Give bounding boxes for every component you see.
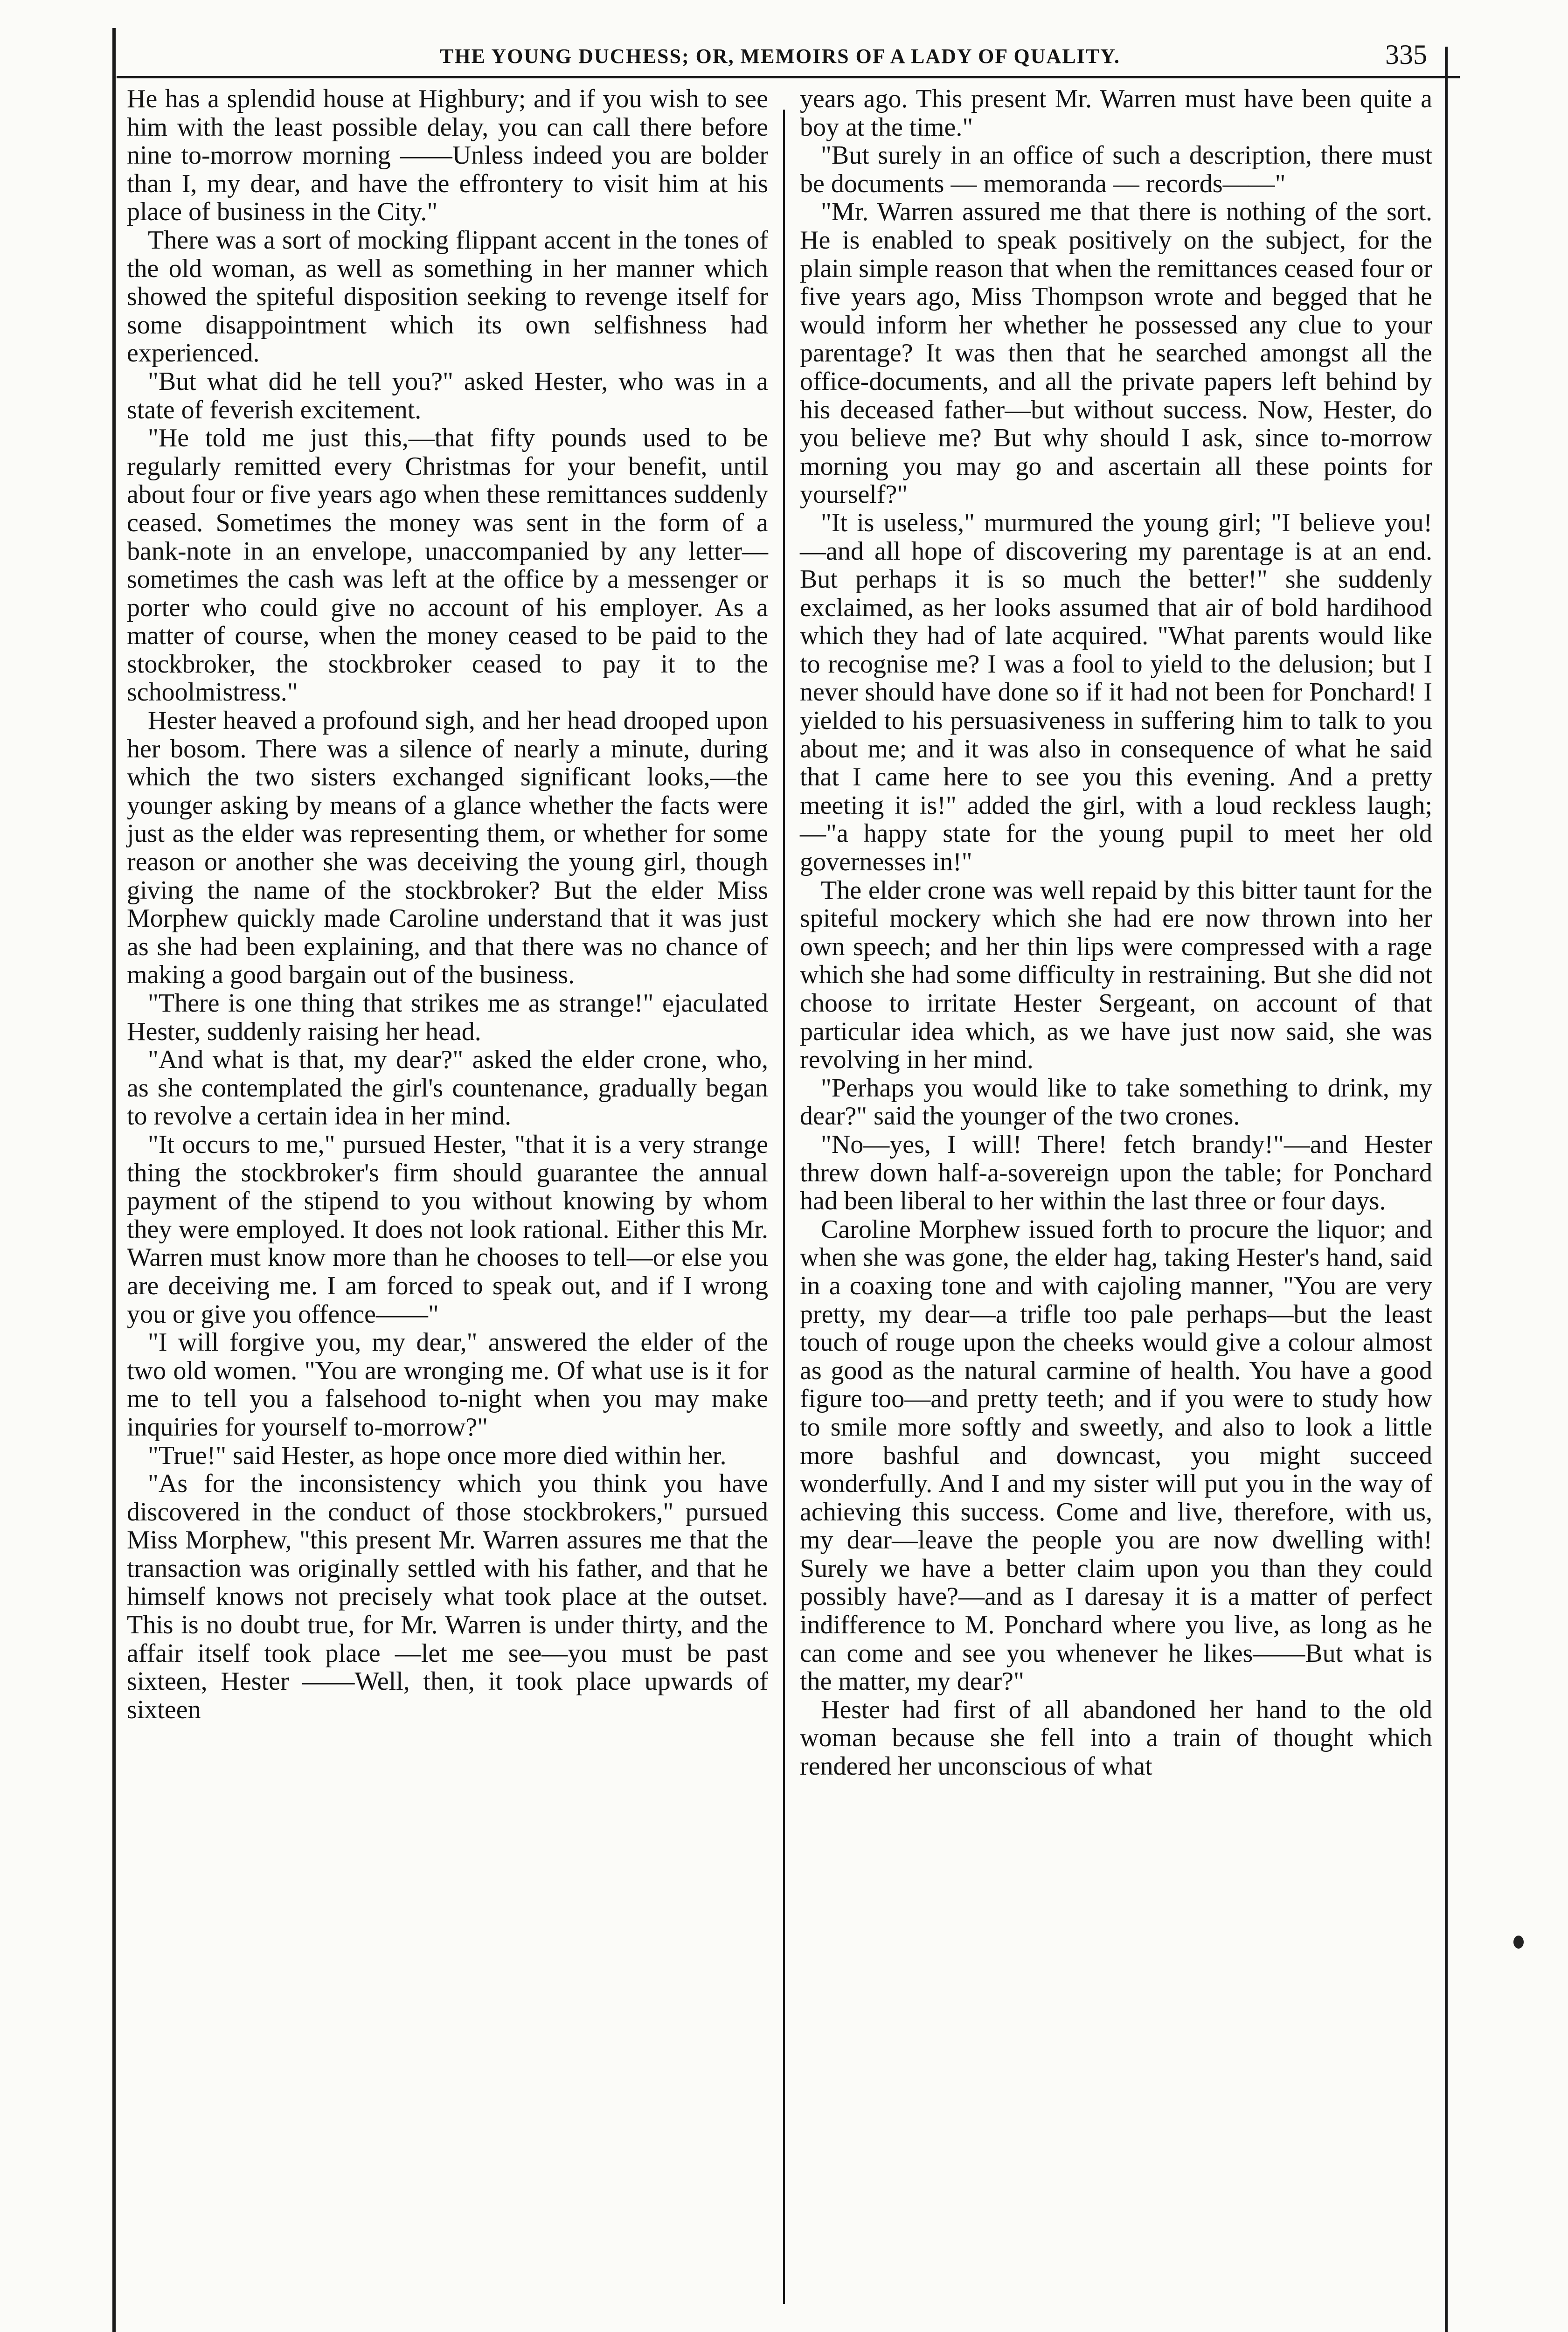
column-divider [783, 110, 785, 2304]
header-rule [117, 76, 1460, 78]
page-frame-left-rule [112, 28, 116, 2332]
paragraph: "True!" said Hester, as hope once more died within her. [148, 1441, 727, 1470]
paragraph: There was a sort of mocking flippant accent in the tones of the old woman, as well as something in her manner which showed the spiteful disposition seeking to revenge itself for some disappointment which its own selfishness had experienced. [127, 225, 768, 368]
paragraph: years ago. This present Mr. Warren must have been quite a boy at the time." [800, 84, 1432, 142]
paragraph: Caroline Morphew issued forth to procure the liquor; and when she was gone, the elder hag, taking Hester's hand, said in a coaxing tone and with cajoling manner, "You are very pretty, my dear—a trifle too pale perhaps—but the least touch of rouge upon the cheeks would give a colour almost as good as the natural carmine of health. You have a good figure too—and pretty teeth; and if you were to study how to smile more softly and sweetly, and also to look a little more bashful and downcast, you might succeed wonderfully. And I and my sister will put you in the way of achieving this success. Come and live, therefore, with us, my dear—leave the people you are now dwelling with! Surely we have a better claim upon you than they could possibly have?—and as I daresay it is a matter of perfect indifference to M. Ponchard where you live, as long as he can come and see you whenever he likes——But what is the matter, my dear?" [800, 1215, 1432, 1696]
paragraph: "I will forgive you, my dear," answered the elder of the two old women. "You are wronging me. Of what use is it for me to tell you a falsehood to-night when you may make inquiries for yourself to-morrow?" [127, 1328, 768, 1442]
left-column [127, 85, 768, 1724]
paragraph: "Perhaps you would like to take something to drink, my dear?" said the younger of the two crones. [800, 1073, 1432, 1131]
paragraph: "As for the inconsistency which you think you have discovered in the conduct of those stockbrokers," pursued Miss Morphew, "this present Mr. Warren assures me that the transaction was originally settled with his father, and that he himself knows not precisely what took place at the outset. This is no doubt true, for Mr. Warren is under thirty, and the affair itself took place —let me see—you must be past sixteen, Hester ——Well, then, it took place upwards of sixteen [127, 1469, 768, 1724]
paragraph: "He told me just this,—that fifty pounds used to be regularly remitted every Christmas for your benefit, until about four or five years ago when these remittances suddenly ceased. Sometimes the money was sent in the form of a bank-note in an envelope, unaccompanied by any letter—sometimes the cash was left at the office by a messenger or porter who could give no account of his employer. As a matter of course, when the money ceased to be paid to the stockbroker, the stockbroker ceased to pay it to the schoolmistress." [127, 423, 768, 707]
paragraph: "But surely in an office of such a description, there must be documents — memoranda — records——" [800, 141, 1432, 198]
page-number: 335 [1385, 39, 1427, 70]
paragraph: "No—yes, I will! There! fetch brandy!"—and Hester threw down half-a-sovereign upon the table; for Ponchard had been liberal to her within the last three or four days. [800, 1130, 1432, 1216]
page-frame-right-rule [1445, 47, 1448, 2332]
paragraph: Hester heaved a profound sigh, and her head drooped upon her bosom. There was a silence of nearly a minute, during which the two sisters exchanged significant looks,—the younger asking by means of a glance whether the facts were just as the elder was representing them, or whether for some reason or another she was deceiving the young girl, though giving the name of the stockbroker? But the elder Miss Morphew quickly made Caroline understand that it was just as she had been explaining, and that there was no chance of making a good bargain out of the business. [127, 706, 768, 990]
paragraph: "There is one thing that strikes me as strange!" ejaculated Hester, suddenly raising her head. [127, 989, 768, 1046]
ink-blot [1513, 1936, 1524, 1949]
paragraph: The elder crone was well repaid by this bitter taunt for the spiteful mockery which she had ere now thrown into her own speech; and her thin lips were compressed with a rage which she had some difficulty in restraining. But she did not choose to irritate Hester Sergeant, on account of that particular idea which, as we have just now said, she was revolving in her mind. [800, 875, 1432, 1075]
paragraph: Hester had first of all abandoned her hand to the old woman because she fell into a train of thought which rendered her unconscious of what [800, 1695, 1432, 1781]
paragraph: He has a splendid house at Highbury; and if you wish to see him with the least possible delay, you can call there before nine to-morrow morning ——Unless indeed you are bolder than I, my dear, and have the effrontery to visit him at his place of business in the City." [127, 84, 768, 227]
right-column [800, 85, 1432, 1781]
paragraph: "And what is that, my dear?" asked the elder crone, who, as she contemplated the girl's countenance, gradually began to revolve a certain idea in her mind. [127, 1045, 768, 1131]
paragraph: "But what did he tell you?" asked Hester, who was in a state of feverish excitement. [127, 367, 768, 424]
paragraph: "Mr. Warren assured me that there is nothing of the sort. He is enabled to speak positively on the subject, for the plain simple reason that when the remittances ceased four or five years ago, Miss Thompson wrote and begged that he would inform her whether he possessed any clue to your parentage? It was then that he searched amongst all the office-documents, and all the private papers left behind by his deceased father—but without success. Now, Hester, do you believe me? But why should I ask, since to-morrow morning you may go and ascertain all these points for yourself?" [800, 197, 1432, 509]
paragraph: "It is useless," murmured the young girl; "I believe you!—and all hope of discovering my parentage is at an end. But perhaps it is so much the better!" she suddenly exclaimed, as her looks assumed that air of bold hardihood which they had of late acquired. "What parents would like to recognise me? I was a fool to yield to the delusion; but I never should have done so if it had not been for Ponchard! I yielded to his persuasiveness in suffering him to talk to you about me; and it was also in consequence of what he said that I came here to see you this evening. And a pretty meeting it is!" added the girl, with a loud reckless laugh;—"a happy state for the young pupil to meet her old governesses in!" [800, 508, 1432, 877]
running-title: THE YOUNG DUCHESS; OR, MEMOIRS OF A LADY OF QUALITY. [440, 45, 1120, 68]
page-header [117, 39, 1443, 73]
paragraph: "It occurs to me," pursued Hester, "that it is a very strange thing the stockbroker's firm should guarantee the annual payment of the stipend to you without knowing by whom they were employed. It does not look rational. Either this Mr. Warren must know more than he chooses to tell—or else you are deceiving me. I am forced to speak out, and if I wrong you or give you offence——" [127, 1130, 768, 1329]
